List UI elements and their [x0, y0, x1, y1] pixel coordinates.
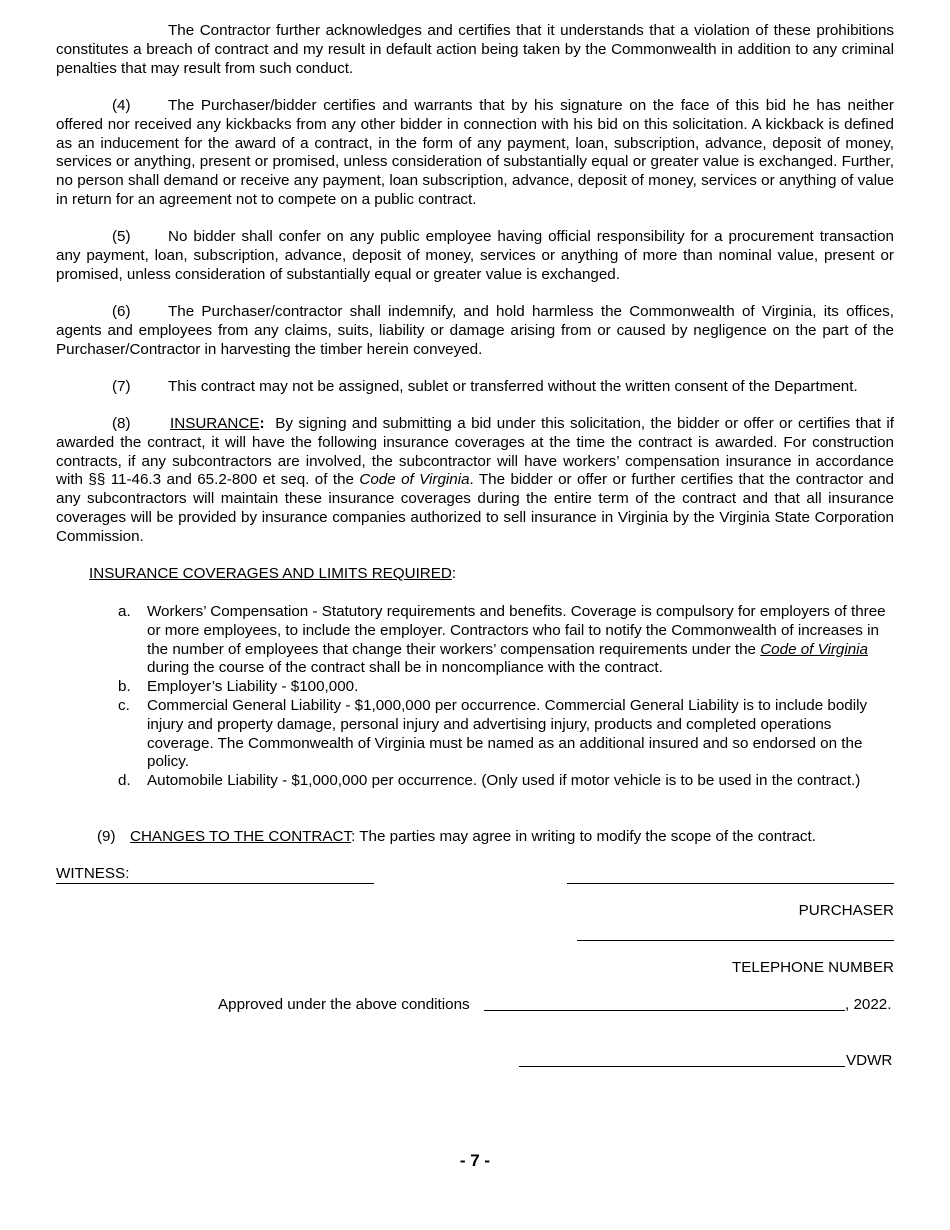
coverage-letter-d: d.: [118, 772, 131, 790]
telephone-line[interactable]: [577, 940, 894, 941]
paragraph-8: [56, 415, 894, 547]
paragraph-9-text: : The parties may agree in writing to modify the scope of the contract.: [351, 828, 816, 845]
insurance-heading: INSURANCE: [170, 415, 260, 432]
paragraph-6-number: (6): [112, 303, 131, 320]
paragraph-7-number: (7): [112, 378, 131, 395]
paragraph-7-text: This contract may not be assigned, sublet or transferred without the written consent of the Department.: [168, 378, 858, 395]
paragraph-intro: [56, 22, 894, 78]
vdwr-label: VDWR: [846, 1052, 893, 1069]
insurance-heading-colon: :: [259, 415, 265, 432]
paragraph-6: [56, 303, 894, 359]
paragraph-9: [97, 828, 816, 847]
paragraph-8-text-b: . The bidder or offer or further certifies that the contractor and any subcontractors will maintain these insurance coverages during the entire term of the contract and that all insurance coverages will be provided by insurance companies authorized to sell insurance in Virginia by the Virginia State Corporation Commission.: [56, 471, 894, 545]
paragraph-4-number: (4): [112, 97, 131, 114]
paragraph-6-text: The Purchaser/contractor shall indemnify, and hold harmless the Commonwealth of Virginia, its offices, agents and employees from any claims, suits, liability or damage arising from or caused by negligence on the part of the Purchaser/Contractor in harvesting the timber herein conveyed.: [56, 303, 894, 358]
coverage-letter-b: b.: [118, 678, 131, 696]
approved-label: Approved under the above conditions: [218, 996, 470, 1013]
witness-label: WITNESS:: [56, 865, 130, 882]
paragraph-4-text: The Purchaser/bidder certifies and warrants that by his signature on the face of this bid he has neither offered nor received any kickbacks from any other bidder in connection with his bid on this solicitation. A kickback is defined as an inducement for the award of a contract, in the form of any payment, loan, subscription, advance, deposit of money, services or anything, present or promised, unless consideration of substantially equal or greater value is exchanged. Further, no person shall demand or receive any payment, loan subscription, advance, deposit of money, services or anything of value in return for an agreement not to compete on a public contract.: [56, 97, 894, 208]
paragraph-7: [56, 378, 894, 397]
coverages-heading-colon: :: [451, 565, 457, 582]
purchaser-label: PURCHASER: [798, 902, 894, 919]
coverage-item-a: [118, 603, 894, 678]
paragraph-5-text: No bidder shall confer on any public employee having official responsibility for a procurement transaction any payment, loan, subscription, advance, deposit of money, services or anything of more than nominal value, present or promised, unless consideration of substantially equal or greater value is exchanged.: [56, 228, 894, 283]
coverage-b-text: Employer’s Liability - $100,000.: [147, 678, 359, 696]
paragraph-5-number: (5): [112, 228, 131, 245]
coverage-list: [118, 603, 894, 791]
telephone-label: TELEPHONE NUMBER: [731, 959, 894, 976]
coverage-d-text: Automobile Liability - $1,000,000 per occurrence. (Only used if motor vehicle is to be used in the contract.): [147, 772, 861, 790]
coverage-letter-a: a.: [118, 603, 131, 620]
witness-signature-line[interactable]: [56, 883, 374, 884]
coverage-a-text-b: during the course of the contract shall be in noncompliance with the contract.: [147, 659, 663, 677]
coverage-c-text: Commercial General Liability - $1,000,000 per occurrence. Commercial General Liability is to include bodily injury and property damage, personal injury and advertising injury, products and completed operations coverage. The Commonwealth of Virginia must be named as an additional insured and so endorsed on the policy.: [147, 696, 868, 771]
coverage-letter-c: c.: [118, 696, 130, 714]
code-of-virginia-ref: Code of Virginia: [359, 471, 470, 489]
coverages-heading-text: INSURANCE COVERAGES AND LIMITS REQUIRED: [89, 565, 452, 582]
page-number: - 7 -: [459, 1151, 491, 1170]
paragraph-9-number: (9): [97, 828, 116, 845]
paragraph-4: [56, 97, 894, 210]
approved-year: , 2022.: [845, 996, 892, 1013]
coverage-item-d: [118, 772, 894, 791]
coverage-a-code-ref: Code of Virginia: [760, 640, 868, 658]
coverage-item-c: [118, 697, 894, 772]
vdwr-signature-line[interactable]: [519, 1052, 845, 1067]
paragraph-5: [56, 228, 894, 284]
intro-text: The Contractor further acknowledges and certifies that it understands that a violation of these prohibitions constitutes a breach of contract and my result in default action being taken by the Commonwealth in addition to any criminal penalties that may result from such conduct.: [56, 22, 894, 77]
paragraph-8-number: (8): [112, 415, 131, 432]
coverage-a-text-a: Workers’ Compensation - Statutory requirements and benefits. Coverage is compulsory for employers of three or more employees, to include the employer. Contractors who fail to notify the Commonwealth of increases in the number of employees that change their workers’ compensation requirements under the: [147, 603, 886, 658]
approved-date-line[interactable]: [484, 996, 845, 1011]
changes-heading: CHANGES TO THE CONTRACT: [130, 828, 352, 845]
purchaser-signature-line[interactable]: [567, 883, 894, 884]
paragraph-8-text-a: By signing and submitting a bid under this solicitation, the bidder or offer or certifies that if awarded the contract, it will have the following insurance coverages at the time the contract is awarded. For construction contracts, if any subcontractors are involved, the subcontractor will have workers’ compensation insurance in accordance with §§ 11-46.3 and 65.2-800 et seq. of the: [56, 415, 894, 489]
coverage-item-b: [118, 678, 894, 697]
coverages-heading: [89, 565, 456, 584]
